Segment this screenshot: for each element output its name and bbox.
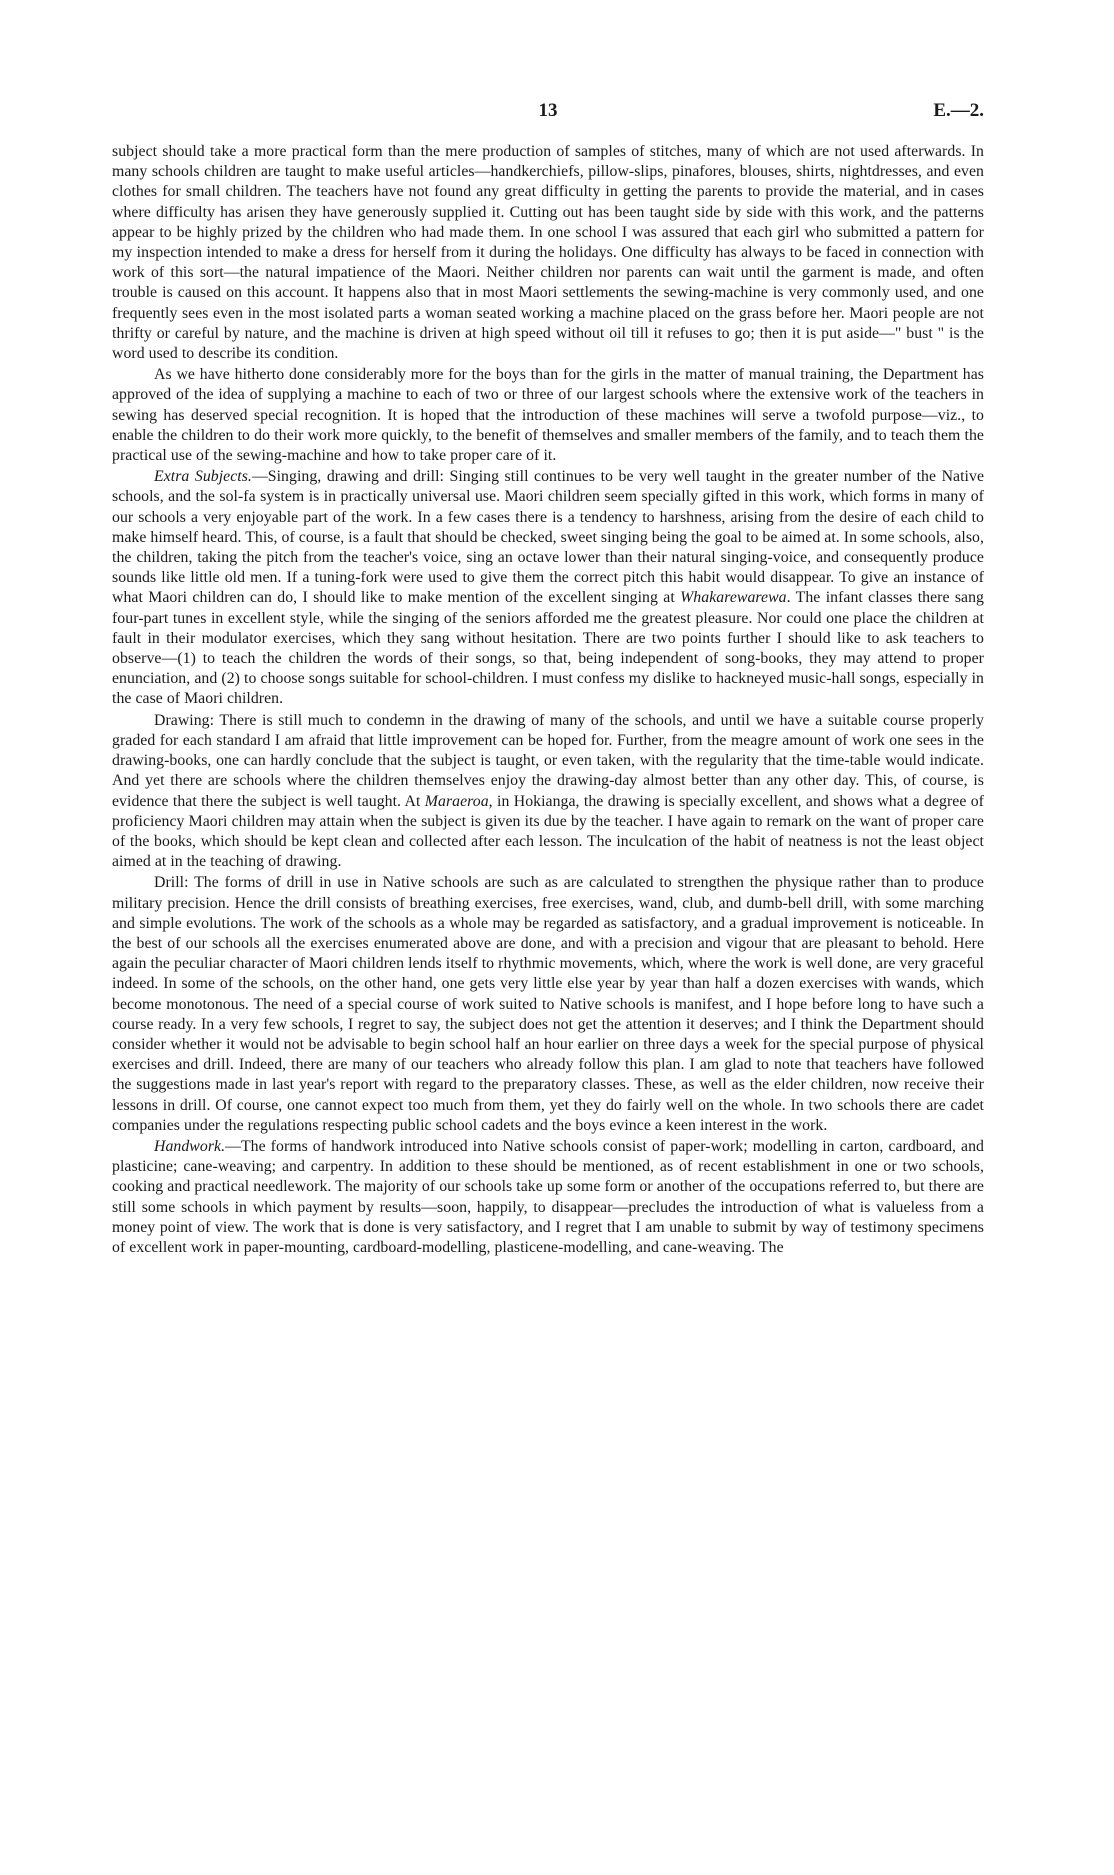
paragraph-drill: Drill: The forms of drill in use in Native schools are such as are calculated to strengthen the physique rather than to produce military precision. Hence the drill consists of breathing exercises, free exercises, wand, club, and dumb-bell drill, with some marching and simple evolutions. The work of the schools as a whole may be regarded as satisfactory, and a gradual improvement is noticeable. In the best of our schools all the exercises enumerated above are done, and with a precision and vigour that are pleasant to behold. Here again the peculiar character of Maori children lends itself to rhythmic movements, which, where the work is well done, are very graceful indeed. In some of the schools, on the other hand, one gets very little else year by year than half a dozen exercises with wands, which become monotonous. The need of a special course of work suited to Native schools is manifest, and I hope before long to have such a course ready. In a very few schools, I regret to say, the subject does not get the attention it deserves; and I think the Department should consider whether it would not be advisable to begin school half an hour earlier on three days a week for the special purpose of physical exercises and drill. Indeed, there are many of our teachers who already follow this plan. I am glad to note that teachers have followed the suggestions made in last year's report with regard to the preparatory classes. These, as well as the elder children, now receive their lessons in drill. Of course, one cannot expect too much from them, yet they do fairly well on the whole. In two schools there are cadet companies under the regulations respecting public school cadets and the boys evince a keen interest in the work. bbox=[112, 874, 984, 1134]
section-heading-extra-subjects: Extra Subjects. bbox=[154, 468, 252, 486]
paragraph-handwork bbox=[112, 1137, 984, 1258]
document-reference: E.—2. bbox=[933, 100, 984, 121]
page-header bbox=[112, 100, 984, 134]
paragraph-sewing-continued: subject should take a more practical form than the mere production of samples of stitches, many of which are not used afterwards. In many schools children are taught to make useful articles—handkerchiefs, pillow-slips, pinafores, blouses, shirts, nightdresses, and even clothes for small children. The teachers have not found any great difficulty in getting the parents to provide the material, and in cases where difficulty has arisen they have generously supplied it. Cutting out has been taught side by side with this work, and the patterns appear to be highly prized by the children who had made them. In one school I was assured that each girl who submitted a pattern for my inspection intended to make a dress for herself from it during the holidays. One difficulty has always to be faced in connection with work of this sort—the natural impatience of the Maori. Neither children nor parents can wait until the garment is made, and often trouble is caused on this account. It happens also that in most Maori settlements the sewing-machine is very commonly used, and one frequently sees even in the most isolated parts a woman seated working a machine placed on the grass before her. Maori people are not thrifty or careful by nature, and the machine is driven at high speed without oil till it refuses to go; then it is put aside—" bust " is the word used to describe its condition. bbox=[112, 143, 984, 363]
body-text bbox=[112, 142, 984, 1258]
paragraph-text: . The infant classes there sang four-part tunes in excellent style, while the singing of the seniors afforded me the greatest pleasure. Nor could one place the children at fault in their modulator exercises, which they sang without hesitation. There are two points further I should like to ask teachers to observe—(1) to teach the children the words of their songs, so that, being independent of song-books, they may attend to proper enunciation, and (2) to choose songs suitable for school-children. I must confess my dislike to hackneyed music-hall songs, especially in the case of Maori children. bbox=[112, 589, 984, 708]
section-heading-handwork: Handwork. bbox=[154, 1137, 226, 1155]
paragraph-extra-subjects bbox=[112, 467, 984, 709]
place-name: Maraeroa bbox=[424, 792, 489, 810]
paragraph-text: , in Hokianga, the drawing is specially excellent, and shows what a degree of proficiency Maori children may attain when the subject is given its due by the teacher. I have again to remark on the want of proper care of the books, which should be kept clean and collected after each lesson. The inculcation of the habit of neatness is not the least object aimed at in the teaching of drawing. bbox=[112, 792, 984, 871]
paragraph-text: —Singing, drawing and drill: Singing still continues to be very well taught in the greater number of the Native schools, and the sol-fa system is in practically universal use. Maori children seem specially gifted in this work, which forms in many of our schools a very enjoyable part of the work. In a few cases there is a tendency to harshness, arising from the desire of each child to make himself heard. This, of course, is a fault that should be checked, sweet singing being the goal to be aimed at. In some schools, also, the children, taking the pitch from the teacher's voice, sing an octave lower than their natural singing-voice, and consequently produce sounds like little old men. If a tuning-fork were used to give them the correct pitch this habit would disappear. To give an instance of what Maori children can do, I should like to make mention of the excellent singing at bbox=[112, 468, 985, 607]
place-name: Whakarewarewa bbox=[680, 589, 787, 607]
paragraph-drawing bbox=[112, 711, 984, 873]
paragraph-text: Drawing: There is still much to condemn in the drawing of many of the schools, and until we have a suitable course properly graded for each standard I am afraid that little improvement can be hoped for. Further, from the meagre amount of work one sees in the drawing-books, one can hardly conclude that the subject is taught, or even taken, with the regularity that the time-table would indicate. And yet there are schools where the children themselves enjoy the drawing-day almost better than any other day. This, of course, is evidence that there the subject is well taught. At bbox=[112, 711, 984, 810]
paragraph-text: —The forms of handwork introduced into Native schools consist of paper-work; modelling in carton, cardboard, and plasticine; cane-weaving; and carpentry. In addition to these should be mentioned, as of recent establishment in one or two schools, cooking and practical needlework. The majority of our schools take up some form or another of the occupations referred to, but there are still some schools in which payment by results—soon, happily, to disappear—precludes the introduction of what is valueless from a money point of view. The work that is done is very satisfactory, and I regret that I am unable to submit by way of testimony specimens of excellent work in paper-mounting, cardboard-modelling, plasticene-modelling, and cane-weaving. The bbox=[112, 1137, 984, 1256]
page-number: 13 bbox=[538, 100, 558, 121]
paragraph-sewing-machines: As we have hitherto done considerably more for the boys than for the girls in the matter of manual training, the Department has approved of the idea of supplying a machine to each of two or three of our largest schools where the extensive work of the teachers in sewing has deserved special recognition. It is hoped that the introduction of these machines will serve a twofold purpose—viz., to enable the children to do their work more quickly, to the benefit of themselves and smaller members of the family, and to teach them the practical use of the sewing-machine and how to take proper care of it. bbox=[112, 366, 984, 465]
